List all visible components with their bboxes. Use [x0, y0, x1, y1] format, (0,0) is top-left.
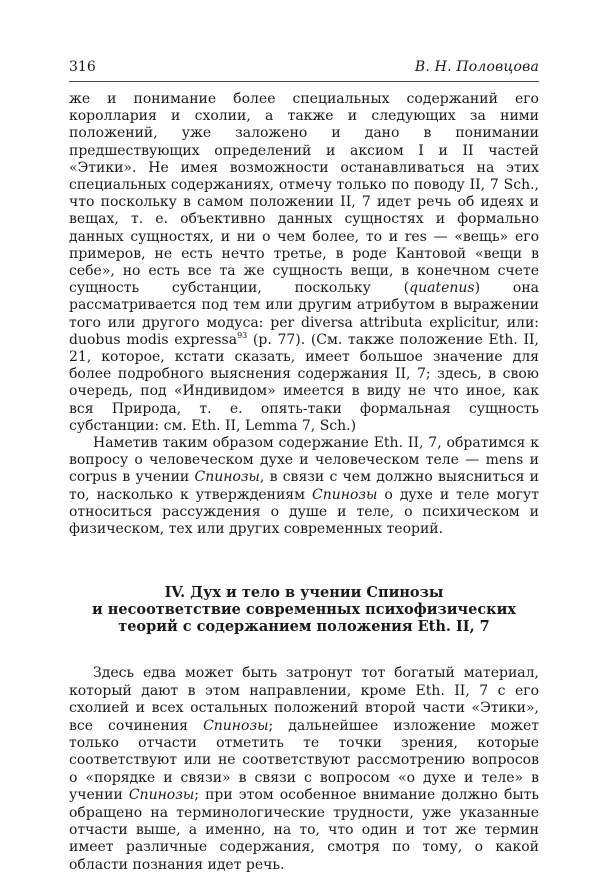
- p2-italic-2: Спинозы: [311, 486, 378, 503]
- section-heading: [69, 584, 539, 635]
- running-head-author: В. Н. Половцова: [414, 59, 539, 75]
- paragraph-3: [69, 665, 539, 874]
- p2-italic-1: Спинозы: [194, 469, 260, 486]
- p3-italic-1: Спинозы: [203, 717, 269, 734]
- paragraph-2: [69, 435, 539, 538]
- section-title-line-3: теорий с содержанием положения Eth. II, 7: [118, 618, 490, 636]
- p1-italic-quatenus: quatenus: [409, 280, 475, 297]
- p1-text-1: же и понимание более специальных содержаний его короллария и схолии, а также и следующих за ними положений, уже заложено и дано в понимании предшествующих определений и аксиом I и II частей «Этики». Не имея возможности останавливаться на этих специальных содержаниях, отмечу только по поводу II, 7 Sch., что поскольку в самом положении II, 7 идет речь об идеях и вещах, т. е. объективно данных сущностях и формально данных сущностях, и ни о чем более, то и res — «вещь» его примеров, не есть нечто третье, в роде Кантовой «вещи в себе», но есть все та же сущность вещи, в конечном счете сущность субстанции, поскольку (: [69, 91, 539, 297]
- footnote-marker[interactable]: 93: [237, 330, 248, 340]
- p3-text-1: Здесь едва может быть затронут тот богатый материал, который дают в этом направлении, кроме Eth. II, 7 с его схолией и всех остальных положений второй части «Этики», все сочинения: [69, 665, 539, 734]
- section-body: [69, 665, 539, 874]
- p3-italic-2: Спинозы: [128, 787, 195, 804]
- p2-text-1: Наметив таким образом содержание Eth. II, 7, обратимся к вопросу о человеческом духе и человеческом теле — mens и corpus в учении: [69, 435, 539, 486]
- p3-text-2: ; дальнейшее изложение может только отчасти отметить те точки зрения, которые соответствуют или не соответствуют рассмотрению вопросов о «порядке и связи» в связи с вопросом «о духе и теле» в учении: [69, 717, 539, 804]
- paragraph-1: [69, 91, 539, 435]
- p1-text-3: (р. 77). (См. также положение Eth. II, 21, которое, кстати сказать, имеет большое значение для более подробного выяснения содержания II, 7; здесь, в свою очередь, под «Индивидом» имеется в виду не что иное, как вся Природа, т. е. опять-таки формальная сущность субстанции: см. Eth. II, Lemma 7, Sch.): [69, 331, 539, 434]
- p1-text-2: ) она рассматривается под тем или другим атрибутом в выражении того или другого модуса: per diversa attributa explicitur, или: duobus modis expressa: [69, 280, 539, 348]
- p2-text-3: о духе и теле могут относиться рассуждения о душе и теле, о психическом и физическом, тех или других современных теорий.: [69, 486, 539, 538]
- p2-text-2: , в связи с чем должно выясниться и то, насколько к утверждениям: [69, 469, 539, 503]
- body-text: [69, 91, 539, 538]
- page: [69, 58, 539, 874]
- section-title-line-1: IV. Дух и тело в учении Спинозы: [164, 584, 444, 602]
- section-title-line-2: и несоответствие современных психофизических: [91, 601, 517, 619]
- p3-text-3: ; при этом особенное внимание должно быть обращено на терминологические трудности, уже указанные отчасти выше, а именно, на то, что один и тот же термин имеет различные содержания, смотря по тому, о какой области познания идет речь.: [69, 787, 539, 873]
- page-number: 316: [69, 59, 96, 75]
- running-header: [69, 58, 539, 82]
